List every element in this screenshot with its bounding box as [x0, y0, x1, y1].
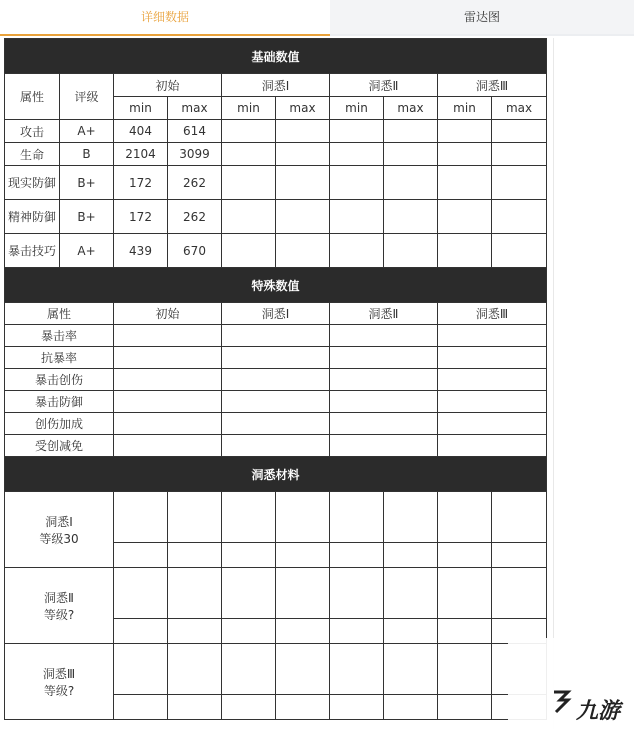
watermark-text: 九游: [576, 699, 621, 724]
min-label: min: [330, 97, 384, 120]
table-row: [5, 391, 547, 413]
table-row: [5, 200, 547, 234]
attr-grade: B: [60, 143, 114, 166]
min-label: min: [114, 97, 168, 120]
table-row: [5, 435, 547, 457]
special-attr-name: 创伤加成: [5, 413, 114, 435]
material-level-req: 等级?: [43, 683, 75, 698]
attr-max: 614: [168, 120, 222, 143]
attr-max: 262: [168, 166, 222, 200]
material-level-name: 洞悉Ⅰ: [45, 514, 73, 529]
special-col-attr: 属性: [5, 303, 114, 325]
content-panel: [4, 38, 552, 729]
materials-section-title: 洞悉材料: [5, 457, 547, 492]
tab-radar-chart[interactable]: 雷达图: [330, 0, 634, 36]
jiuyou-logo-icon: [550, 688, 572, 714]
attr-grade: B+: [60, 200, 114, 234]
attr-name: 精神防御: [5, 200, 60, 234]
special-attr-name: 受创减免: [5, 435, 114, 457]
min-label: min: [438, 97, 492, 120]
special-attr-name: 暴击率: [5, 325, 114, 347]
special-group-insight-2: 洞悉Ⅱ: [330, 303, 438, 325]
attr-grade: A+: [60, 234, 114, 268]
special-section-title: 特殊数值: [5, 268, 547, 303]
basic-section-title: 基础数值: [5, 39, 547, 74]
material-level-name: 洞悉Ⅱ: [44, 590, 74, 605]
attr-max: 3099: [168, 143, 222, 166]
attr-grade: A+: [60, 120, 114, 143]
group-initial: 初始: [114, 74, 222, 97]
special-attr-name: 暴击创伤: [5, 369, 114, 391]
material-level-name: 洞悉Ⅲ: [42, 666, 76, 681]
table-row: [5, 492, 547, 543]
table-row: [5, 234, 547, 268]
attr-min: 404: [114, 120, 168, 143]
table-row: [5, 120, 547, 143]
col-grade: 评级: [60, 74, 114, 120]
max-label: max: [384, 97, 438, 120]
material-level-req: 等级?: [43, 607, 75, 622]
attr-grade: B+: [60, 166, 114, 200]
stats-table: [4, 38, 547, 720]
special-attr-name: 暴击防御: [5, 391, 114, 413]
material-level-req: 等级30: [39, 531, 79, 546]
group-insight-2: 洞悉Ⅱ: [330, 74, 438, 97]
group-insight-1: 洞悉Ⅰ: [222, 74, 330, 97]
attr-max: 262: [168, 200, 222, 234]
table-row: [5, 568, 547, 619]
special-group-insight-3: 洞悉Ⅲ: [438, 303, 547, 325]
special-group-initial: 初始: [114, 303, 222, 325]
table-row: [5, 166, 547, 200]
special-group-insight-1: 洞悉Ⅰ: [222, 303, 330, 325]
attr-min: 439: [114, 234, 168, 268]
table-row: [5, 143, 547, 166]
attr-name: 暴击技巧: [5, 234, 60, 268]
attr-name: 现实防御: [5, 166, 60, 200]
max-label: max: [276, 97, 330, 120]
col-attr: 属性: [5, 74, 60, 120]
material-level: [5, 568, 114, 644]
panel-divider: [553, 38, 554, 729]
table-row: [5, 644, 547, 695]
attr-min: 172: [114, 200, 168, 234]
attr-name: 生命: [5, 143, 60, 166]
table-row: [5, 369, 547, 391]
table-row: [5, 325, 547, 347]
max-label: max: [168, 97, 222, 120]
tab-detail-data[interactable]: 详细数据: [0, 0, 330, 36]
attr-min: 2104: [114, 143, 168, 166]
table-row: [5, 347, 547, 369]
group-insight-3: 洞悉Ⅲ: [438, 74, 547, 97]
tab-bar: [0, 0, 634, 36]
attr-min: 172: [114, 166, 168, 200]
special-attr-name: 抗暴率: [5, 347, 114, 369]
material-level: [5, 644, 114, 720]
min-label: min: [222, 97, 276, 120]
material-level: [5, 492, 114, 568]
max-label: max: [492, 97, 547, 120]
table-row: [5, 413, 547, 435]
attr-name: 攻击: [5, 120, 60, 143]
attr-max: 670: [168, 234, 222, 268]
